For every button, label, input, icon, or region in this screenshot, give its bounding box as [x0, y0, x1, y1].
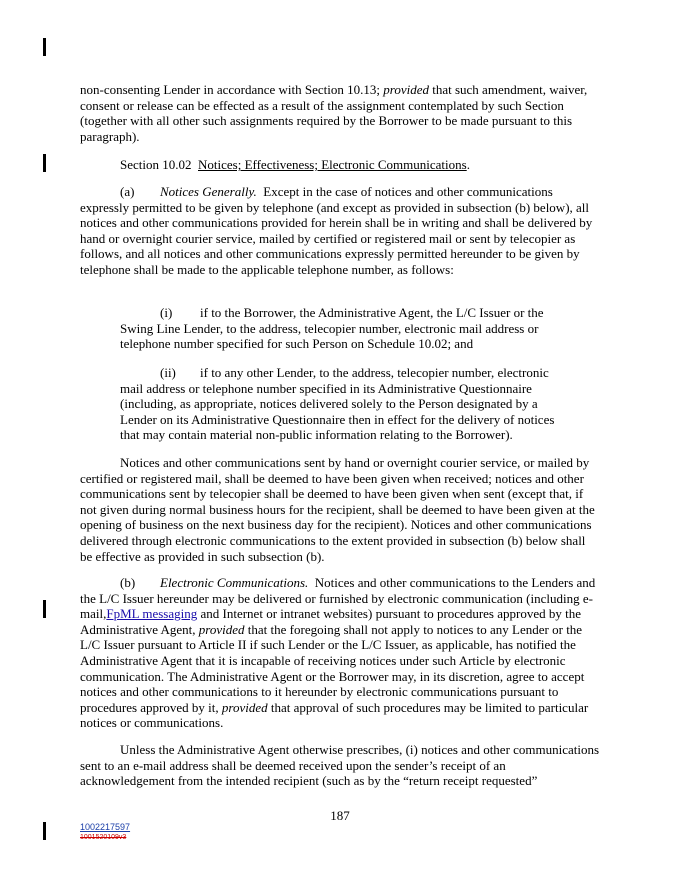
- paragraph-continuation: non-consenting Lender in accordance with Section 10.13; provided that such amendment, waiver, consent or release can be effected as a result of the assignment contemplated by such Section (together with all other such assignments required by the Borrower to be made pursuant to this paragraph).: [80, 82, 588, 144]
- change-bar: [43, 822, 46, 840]
- old-document-id: 1001520109v3: [80, 834, 127, 841]
- subsection-a: (a) Notices Generally. Except in the case of notices and other communications expressly permitted to be given by telephone (and except as provided in subsection (b) below), all notices and other communications provided for herein shall be in writing and shall be delivered by hand or overnight courier service, mailed by certified or registered mail or sent by telecopier as follows, and all notices and other communications expressly permitted hereunder to be given by telephone shall be made to the applicable telephone number, as follows:: [80, 184, 593, 277]
- section-heading: Section 10.02 Notices; Effectiveness; Electronic Communications.: [120, 157, 470, 172]
- clause-ii: (ii) if to any other Lender, to the address, telecopier number, electronic mail address or telephone number specified in its Administrative Questionnaire (including, as appropriate, notices delivered solely to the Person designated by a Lender on its Administrative Questionnaire then in effect for the delivery of notices that may contain material non-public information relating to the Borrower).: [120, 365, 555, 443]
- change-bar: [43, 154, 46, 172]
- page-number: 187: [330, 808, 350, 823]
- clause-i: (i) if to the Borrower, the Administrative Agent, the L/C Issuer or the Swing Line Lender, to the address, telecopier number, electronic mail address or telephone number specified for such Person on Schedule 10.02; and: [120, 305, 544, 352]
- document-id: 1002217597: [80, 822, 131, 832]
- notices-paragraph: Notices and other communications sent by hand or overnight courier service, or mailed by certified or registered mail, shall be deemed to have been given when received; notices and other communications sent by telecopier shall be deemed to have been given when sent (except that, if not given during normal business hours for the recipient, shall be deemed to have been given at the opening of business on the next business day for the recipient). Notices and other communications delivered through electronic communications to the extent provided in subsection (b) below shall be effective as provided in such subsection (b).: [80, 455, 595, 564]
- unless-paragraph: Unless the Administrative Agent otherwise prescribes, (i) notices and other communications sent to an e-mail address shall be deemed received upon the sender’s receipt of an acknowledgement from the intended recipient (such as by the “return receipt requested”: [80, 742, 600, 789]
- fpml-messaging-link[interactable]: FpML messaging: [106, 606, 198, 622]
- subsection-b: (b) Electronic Communications. Notices and other communications to the Lenders and the L/C Issuer hereunder may be delivered or furnished by electronic communication (including e-mail,FpML messaging and Internet or intranet websites) pursuant to procedures approved by the Administrative Agent, provided that the foregoing shall not apply to notices to any Lender or the L/C Issuer pursuant to Article II if such Lender or the L/C Issuer, as applicable, has notified the Administrative Agent that it is incapable of receiving notices under such Article by electronic communication. The Administrative Agent or the Borrower may, in its discretion, agree to accept notices and other communications to it hereunder by electronic communications pursuant to procedures approved by it, provided that approval of such procedures may be limited to particular notices or communications.: [80, 575, 596, 731]
- change-bar: [43, 38, 46, 56]
- change-bar: [43, 600, 46, 618]
